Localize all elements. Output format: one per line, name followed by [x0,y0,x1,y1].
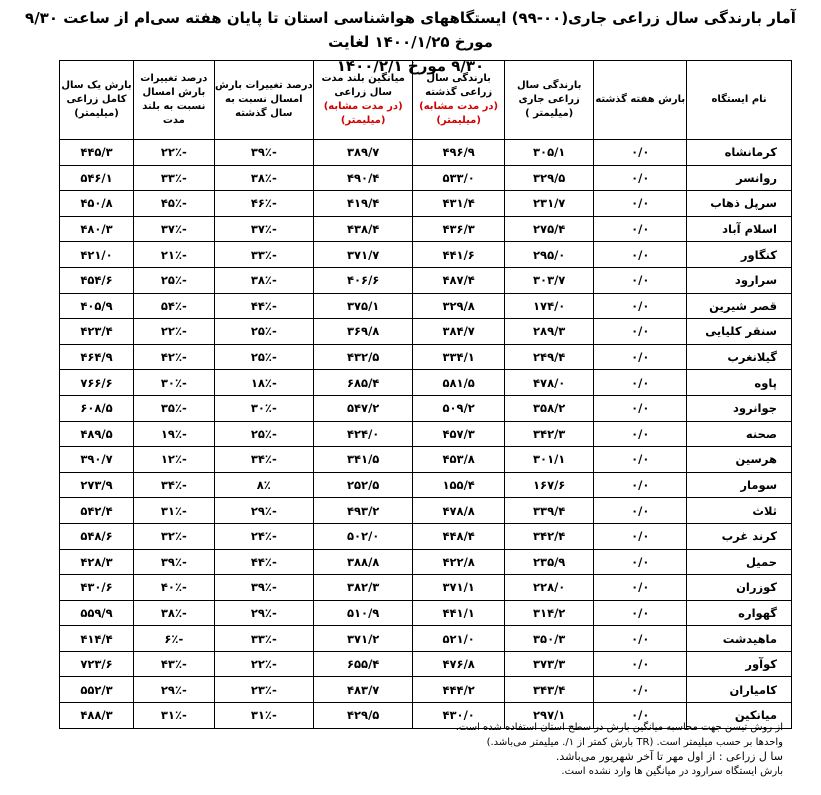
table-row [60,421,792,447]
station-name-cell: میانکین [687,703,792,729]
table-row [60,191,792,217]
current-year-rain-cell: ۳۱۴/۲ [504,600,593,626]
table-row [60,216,792,242]
long-term-mean-cell: ۳۶۹/۸ [313,319,412,345]
current-year-rain-cell: ۲۳۵/۹ [504,549,593,575]
current-year-rain-cell: ۳۳۹/۴ [504,498,593,524]
change-vs-long-term-cell: -۱۹٪ [134,421,215,447]
table-row [60,651,792,677]
long-term-mean-cell: ۴۱۹/۴ [313,191,412,217]
last-week-rain-cell: ۰/۰ [594,216,687,242]
title-line-2: ۹/۳۰ مورخ ۱۴۰۰/۲/۱ [336,57,485,75]
current-year-rain-cell: ۱۶۷/۶ [504,472,593,498]
table-row [60,395,792,421]
station-name-header [687,61,792,140]
long-term-mean-header-label: میانگین بلند مدت سال زراعی [321,73,405,98]
current-year-rain-cell: ۲۹۷/۱ [504,703,593,729]
current-year-rain-header-label: بارندگی سال زراعی جاری (میلیمتر ) [516,80,582,119]
change-vs-last-year-header-label: درصد تغییرات بارش امسال نسبت به سال گذشته [214,80,313,119]
change-vs-last-year-cell: -۳۹٪ [214,140,313,166]
full-year-rain-cell: ۷۶۶/۶ [60,370,134,396]
change-vs-last-year-cell: -۴۶٪ [214,191,313,217]
change-vs-long-term-cell: -۲۲٪ [134,319,215,345]
last-year-rain-cell: ۳۷۱/۱ [413,575,505,601]
full-year-rain-header-label: بارش یک سال کامل زراعی (میلیمتر) [61,80,132,119]
footnote-2: واحدها بر حسب میلیمتر است. (TR بارش کمتر از ۱/. میلیمتر می‌باشد.) [486,736,783,748]
current-year-rain-cell: ۲۹۵/۰ [504,242,593,268]
last-year-rain-cell: ۵۳۳/۰ [413,165,505,191]
table-header-row [60,61,792,140]
last-week-rain-cell: ۰/۰ [594,293,687,319]
station-name-cell: کوزران [687,575,792,601]
table-row [60,549,792,575]
change-vs-long-term-cell: -۲۱٪ [134,242,215,268]
change-vs-long-term-cell: -۴۲٪ [134,344,215,370]
last-week-rain-cell: ۰/۰ [594,447,687,473]
long-term-mean-cell: ۴۸۳/۷ [313,677,412,703]
title-line-1: آمار بارندگی سال زراعی جاری(۰۰-۹۹) ایستگاههای هواشناسی استان تا پایان هفته سی‌ام از ساعت ۹/۳۰ مورخ ۱۴۰۰/۱/۲۵ لغایت [25,9,796,51]
long-term-mean-cell: ۴۳۲/۵ [313,344,412,370]
current-year-rain-cell: ۲۳۱/۷ [504,191,593,217]
table-row [60,626,792,652]
current-year-rain-cell: ۳۰۳/۷ [504,267,593,293]
change-vs-long-term-cell: -۵۴٪ [134,293,215,319]
long-term-mean-cell: ۵۰۲/۰ [313,523,412,549]
long-term-mean-cell: ۶۵۵/۴ [313,651,412,677]
change-vs-long-term-cell: -۲۹٪ [134,677,215,703]
last-year-rain-header-label: بارندگی سال زراعی گذشته [425,73,493,98]
footnote-4: بارش ایستگاه سرارود در میانگین ها وارد نشده است. [561,765,783,777]
table-row [60,344,792,370]
last-week-rain-cell: ۰/۰ [594,319,687,345]
last-year-rain-cell: ۴۵۳/۸ [413,447,505,473]
station-name-cell: هرسین [687,447,792,473]
full-year-rain-cell: ۳۹۰/۷ [60,447,134,473]
last-week-rain-cell: ۰/۰ [594,600,687,626]
change-vs-long-term-cell: -۴۳٪ [134,651,215,677]
station-name-cell: ماهیدشت [687,626,792,652]
full-year-rain-cell: ۴۱۴/۴ [60,626,134,652]
footnote-1: از روش تیسن جهت محاسبه میانگین بارش در سطح استان استفاده شده است. [455,722,783,733]
full-year-rain-cell: ۴۲۱/۰ [60,242,134,268]
current-year-rain-cell: ۴۷۸/۰ [504,370,593,396]
station-name-cell: گهواره [687,600,792,626]
long-term-mean-cell: ۴۹۳/۲ [313,498,412,524]
last-week-rain-cell: ۰/۰ [594,267,687,293]
change-vs-last-year-cell: -۲۹٪ [214,498,313,524]
full-year-rain-cell: ۵۴۸/۶ [60,523,134,549]
current-year-rain-cell: ۳۴۳/۴ [504,677,593,703]
long-term-mean-cell: ۲۵۲/۵ [313,472,412,498]
current-year-rain-cell: ۳۲۹/۵ [504,165,593,191]
station-name-cell: کرند غرب [687,523,792,549]
full-year-rain-cell: ۴۲۸/۳ [60,549,134,575]
full-year-rain-cell: ۶۰۸/۵ [60,395,134,421]
station-name-cell: قصر شیرین [687,293,792,319]
change-vs-long-term-cell: -۶٪ [134,626,215,652]
station-name-cell: سرارود [687,267,792,293]
full-year-rain-cell: ۵۴۶/۱ [60,165,134,191]
station-name-cell: جوانرود [687,395,792,421]
last-year-rain-cell: ۴۸۷/۴ [413,267,505,293]
current-year-rain-cell: ۳۷۳/۳ [504,651,593,677]
last-week-rain-cell: ۰/۰ [594,703,687,729]
last-week-rain-cell: ۰/۰ [594,575,687,601]
change-vs-long-term-cell: -۴۰٪ [134,575,215,601]
change-vs-last-year-cell: -۳۷٪ [214,216,313,242]
change-vs-long-term-cell: -۲۲٪ [134,140,215,166]
current-year-rain-cell: ۳۴۲/۴ [504,523,593,549]
last-year-rain-cell: ۵۲۱/۰ [413,626,505,652]
long-term-mean-cell: ۴۲۴/۰ [313,421,412,447]
last-week-rain-cell: ۰/۰ [594,165,687,191]
change-vs-last-year-cell: -۳۳٪ [214,626,313,652]
table-row [60,319,792,345]
change-vs-long-term-cell: -۴۵٪ [134,191,215,217]
full-year-rain-cell: ۲۷۳/۹ [60,472,134,498]
change-vs-long-term-header [134,61,215,140]
last-week-rain-cell: ۰/۰ [594,344,687,370]
long-term-mean-cell: ۳۸۹/۷ [313,140,412,166]
footnotes [283,721,783,779]
last-week-rain-cell: ۰/۰ [594,498,687,524]
footnote-3: سا ل زراعی : از اول مهر تا آخر شهریور می‌باشد. [555,750,783,763]
current-year-rain-cell: ۳۴۲/۳ [504,421,593,447]
last-year-rain-cell: ۴۹۶/۹ [413,140,505,166]
last-week-rain-cell: ۰/۰ [594,523,687,549]
change-vs-last-year-cell: -۲۵٪ [214,421,313,447]
station-name-cell: پاوه [687,370,792,396]
change-vs-last-year-cell: -۲۵٪ [214,319,313,345]
change-vs-last-year-cell: -۲۹٪ [214,600,313,626]
last-week-rain-cell: ۰/۰ [594,191,687,217]
long-term-mean-cell: ۴۲۹/۵ [313,703,412,729]
change-vs-last-year-cell: -۳۳٪ [214,242,313,268]
full-year-rain-cell: ۴۵۴/۶ [60,267,134,293]
change-vs-last-year-cell: -۳۴٪ [214,447,313,473]
long-term-mean-cell: ۳۸۸/۸ [313,549,412,575]
last-year-rain-cell: ۳۲۹/۸ [413,293,505,319]
change-vs-long-term-cell: -۱۲٪ [134,447,215,473]
change-vs-last-year-cell: -۴۴٪ [214,549,313,575]
change-vs-last-year-cell: -۳۹٪ [214,575,313,601]
station-name-cell: کوآور [687,651,792,677]
change-vs-last-year-cell: -۴۴٪ [214,293,313,319]
full-year-rain-cell: ۴۰۵/۹ [60,293,134,319]
last-week-rain-cell: ۰/۰ [594,370,687,396]
current-year-rain-cell: ۳۰۵/۱ [504,140,593,166]
change-vs-last-year-header [214,61,313,140]
full-year-rain-cell: ۴۵۰/۸ [60,191,134,217]
change-vs-long-term-cell: -۳۰٪ [134,370,215,396]
station-name-cell: گیلانغرب [687,344,792,370]
change-vs-long-term-cell: -۲۵٪ [134,267,215,293]
long-term-mean-cell: ۴۳۸/۴ [313,216,412,242]
full-year-rain-cell: ۷۲۳/۶ [60,651,134,677]
table-row [60,165,792,191]
last-year-rain-cell: ۵۰۹/۲ [413,395,505,421]
station-name-cell: کرمانشاه [687,140,792,166]
long-term-mean-cell: ۳۷۱/۷ [313,242,412,268]
table-row [60,472,792,498]
long-term-mean-cell: ۵۱۰/۹ [313,600,412,626]
change-vs-last-year-cell: -۳۸٪ [214,267,313,293]
change-vs-last-year-cell: -۳۱٪ [214,703,313,729]
full-year-rain-cell: ۴۴۵/۳ [60,140,134,166]
change-vs-last-year-cell: -۲۵٪ [214,344,313,370]
table-row [60,677,792,703]
table-row [60,600,792,626]
last-year-rain-cell: ۴۳۱/۴ [413,191,505,217]
last-week-rain-header [594,61,687,140]
last-year-rain-cell: ۴۲۲/۸ [413,549,505,575]
table-body [60,140,792,729]
table-row [60,523,792,549]
last-week-rain-cell: ۰/۰ [594,549,687,575]
last-week-rain-cell: ۰/۰ [594,626,687,652]
current-year-rain-cell: ۳۵۸/۲ [504,395,593,421]
last-year-rain-cell: ۴۴۱/۱ [413,600,505,626]
long-term-mean-cell: ۳۸۲/۳ [313,575,412,601]
long-term-mean-cell: ۶۸۵/۴ [313,370,412,396]
change-vs-long-term-cell: -۳۸٪ [134,600,215,626]
last-year-rain-cell: ۴۳۰/۰ [413,703,505,729]
change-vs-long-term-cell: -۳۱٪ [134,703,215,729]
full-year-rain-cell: ۵۴۲/۴ [60,498,134,524]
long-term-mean-cell: ۴۹۰/۴ [313,165,412,191]
station-name-cell: صحنه [687,421,792,447]
station-name-cell: حمیل [687,549,792,575]
long-term-mean-cell: ۳۷۱/۲ [313,626,412,652]
last-year-rain-cell: ۴۴۸/۴ [413,523,505,549]
full-year-rain-cell: ۴۸۹/۵ [60,421,134,447]
station-name-header-label: نام ایستگاه [711,94,767,105]
last-week-rain-header-label: بارش هفته گذشته [595,94,686,105]
change-vs-long-term-cell: -۳۱٪ [134,498,215,524]
current-year-rain-cell: ۲۷۵/۴ [504,216,593,242]
current-year-rain-cell: ۱۷۴/۰ [504,293,593,319]
last-year-rain-cell: ۴۴۴/۲ [413,677,505,703]
full-year-rain-cell: ۴۳۰/۶ [60,575,134,601]
last-year-rain-cell: ۵۸۱/۵ [413,370,505,396]
change-vs-long-term-cell: -۳۹٪ [134,549,215,575]
station-name-cell: کامیاران [687,677,792,703]
current-year-rain-cell: ۳۵۰/۳ [504,626,593,652]
change-vs-long-term-cell: -۳۲٪ [134,523,215,549]
last-year-rain-cell: ۴۵۷/۳ [413,421,505,447]
change-vs-last-year-cell: -۱۸٪ [214,370,313,396]
last-week-rain-cell: ۰/۰ [594,242,687,268]
rainfall-table [59,60,792,729]
station-name-cell: سرپل ذهاب [687,191,792,217]
last-year-rain-cell: ۴۳۶/۳ [413,216,505,242]
change-vs-last-year-cell: -۳۰٪ [214,395,313,421]
long-term-mean-cell: ۳۷۵/۱ [313,293,412,319]
last-year-rain-cell: ۴۴۱/۶ [413,242,505,268]
table-row [60,498,792,524]
table-row [60,140,792,166]
last-week-rain-cell: ۰/۰ [594,140,687,166]
table-row [60,370,792,396]
last-year-rain-cell: ۳۳۴/۱ [413,344,505,370]
long-term-mean-header-unit: (در مدت مشابه) (میلیمتر) [323,101,403,126]
change-vs-long-term-cell: -۳۷٪ [134,216,215,242]
last-year-rain-header-unit: (در مدت مشابه) (میلیمتر) [419,101,499,126]
last-week-rain-cell: ۰/۰ [594,677,687,703]
current-year-rain-cell: ۲۴۹/۴ [504,344,593,370]
current-year-rain-cell: ۲۲۸/۰ [504,575,593,601]
full-year-rain-cell: ۴۲۳/۴ [60,319,134,345]
current-year-rain-cell: ۳۰۱/۱ [504,447,593,473]
change-vs-last-year-cell: -۲۳٪ [214,677,313,703]
station-name-cell: روانسر [687,165,792,191]
last-week-rain-cell: ۰/۰ [594,472,687,498]
last-year-rain-cell: ۴۷۸/۸ [413,498,505,524]
change-vs-last-year-cell: -۳۸٪ [214,165,313,191]
station-name-cell: اسلام آباد [687,216,792,242]
last-year-rain-cell: ۱۵۵/۴ [413,472,505,498]
last-week-rain-cell: ۰/۰ [594,421,687,447]
full-year-rain-cell: ۴۸۰/۳ [60,216,134,242]
full-year-rain-cell: ۴۸۸/۳ [60,703,134,729]
change-vs-long-term-cell: -۳۳٪ [134,165,215,191]
long-term-mean-cell: ۴۰۶/۶ [313,267,412,293]
table-row [60,575,792,601]
full-year-rain-cell: ۵۵۹/۹ [60,600,134,626]
station-name-cell: ثلاث [687,498,792,524]
change-vs-long-term-cell: -۳۵٪ [134,395,215,421]
full-year-rain-header [60,61,134,140]
long-term-mean-cell: ۳۴۱/۵ [313,447,412,473]
table-row [60,293,792,319]
last-year-rain-cell: ۴۷۶/۸ [413,651,505,677]
current-year-rain-cell: ۲۸۹/۳ [504,319,593,345]
station-name-cell: کنگاور [687,242,792,268]
station-name-cell: سنقر کلیایی [687,319,792,345]
long-term-mean-header [313,61,412,140]
long-term-mean-cell: ۵۴۷/۲ [313,395,412,421]
last-week-rain-cell: ۰/۰ [594,651,687,677]
table-row [60,447,792,473]
full-year-rain-cell: ۴۶۴/۹ [60,344,134,370]
change-vs-long-term-cell: -۳۴٪ [134,472,215,498]
station-name-cell: سومار [687,472,792,498]
full-year-rain-cell: ۵۵۲/۳ [60,677,134,703]
change-vs-last-year-cell: -۲۴٪ [214,523,313,549]
change-vs-last-year-cell: -۲۲٪ [214,651,313,677]
change-vs-last-year-cell: ۸٪ [214,472,313,498]
last-year-rain-header [413,61,505,140]
table-row [60,267,792,293]
change-vs-long-term-header-label: درصد تغییرات بارش امسال نسبت به بلند مدت [140,73,208,126]
table-row [60,242,792,268]
current-year-rain-header [504,61,593,140]
last-week-rain-cell: ۰/۰ [594,395,687,421]
last-year-rain-cell: ۳۸۴/۷ [413,319,505,345]
